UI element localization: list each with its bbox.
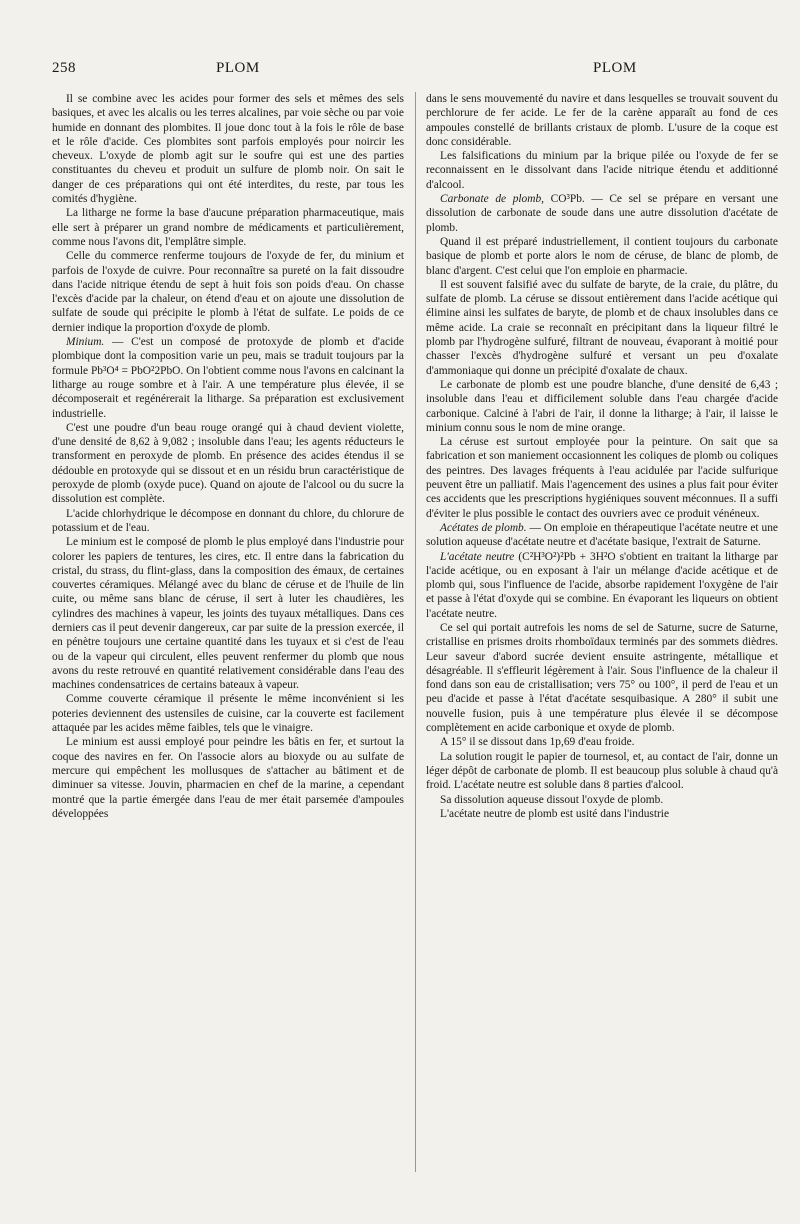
paragraph-text: — On emploie en thérapeutique l'acétate neutre et une solution aqueuse d'acétate neutre et d'acétate basique, l'extrait de Saturne. <box>426 521 778 549</box>
paragraph: Il est souvent falsifié avec du sulfate de baryte, de la craie, du plâtre, du sulfate de plomb. La céruse se dissout entièrement dans l'acide acétique qui élimine ainsi les sulfates de baryte, de plomb et de chaux insolubles dans ce même acide. La craie se reconnaît en précipitant dans la liqueur filtré le plomb par l'hydrogène sulfuré, filtrant de nouveau, évaporant à moitié pour chasser l'excès d'hydrogène sulfuré et versant un peu d'oxalate d'ammoniaque qui donne un précipité d'oxalate de chaux. <box>426 278 778 377</box>
paragraph-text: (C²H³O²)²Pb + 3H²O s'obtient en traitant la litharge par l'acide acétique, ou en exposant à l'air un mélange d'acide acétique et de plomb qui, sous l'influence de l'acide, absorbe rapidement l'oxygène de l'air et passe à l'état d'oxyde qui se combine. En évaporant les liqueurs on obtient l'acétate neutre. <box>426 550 778 620</box>
paragraph: Le minium est le composé de plomb le plus employé dans l'industrie pour colorer les papiers de tentures, les cires, etc. Il entre dans la fabrication du cristal, du strass, du flint-glass, dans la composition des émaux, de certaines couvertes céramiques. Mélangé avec du blanc de céruse et de l'huile de lin cuite, ou même sans blanc de céruse, il sert à luter les chaudières, les cylindres des machines à vapeur, les joints des tuyaux métalliques. Dans ces derniers cas il peut devenir dangereux, car par suite de la pression exercée, il en pénètre toujours une certaine quantité dans les tuyaux et si c'est de l'eau ou de la vapeur qui circulent, elles peuvent renfermer du plomb que nous avons du reste retrouvé en quantité relativement considérable dans l'eau des machines condensatrices de certains bateaux à vapeur. <box>52 536 404 692</box>
paragraph: Celle du commerce renferme toujours de l'oxyde de fer, du minium et parfois de l'oxyde de cuivre. Pour reconnaître sa pureté on la fait dissoudre dans l'acide nitrique étendu de sept à huit fois son poids d'eau. On chasse l'excès d'acide par la chaleur, on étend d'eau et on ajoute une dissolution de sulfate de soude qui précipite le plomb à l'état de sulfate. Le poids de ce dernier indique la proportion d'oxyde de plomb. <box>52 250 404 334</box>
left-column <box>52 92 404 821</box>
paragraph: C'est une poudre d'un beau rouge orangé qui à chaud devient violette, d'une densité de 8,62 à 9,082 ; insoluble dans l'eau; les agents réducteurs le transforment en peroxyde de plomb. En présence des acides étendus il se dédouble en protoxyde qui se dissout et en un résidu brun caractéristique de peroxyde de plomb (oxyde puce). Quand on ajoute de l'alcool ou du sucre la dissolution est complète. <box>52 421 404 506</box>
column-divider <box>415 92 416 1172</box>
paragraph: La céruse est surtout employée pour la peinture. On sait que sa fabrication et son maniement occasionnent les coliques de plomb ou coliques des peintres. Des lavages fréquents à l'eau acidulée par l'acide sulfurique peuvent être un palliatif. Mais l'agencement des usines a plus fait pour éviter ces accidents que les prescriptions hygiéniques souvent méconnues. Il a suffi d'éviter le plus possible le contact des ouvriers avec ce produit vénéneux. <box>426 436 778 520</box>
paragraph: Comme couverte céramique il présente le même inconvénient si les poteries deviennent des ustensiles de cuisine, car la couverte est facilement attaquée par les acides même faibles, tels que le vinaigre. <box>52 693 404 735</box>
paragraph: Quand il est préparé industriellement, il contient toujours du carbonate basique de plomb et porte alors le nom de céruse, de blanc de plomb, de blanc d'argent. C'est celui que l'on emploie en pharmacie. <box>426 235 778 277</box>
paragraph: La solution rougit le papier de tournesol, et, au contact de l'air, donne un léger dépôt de carbonate de plomb. Il est beaucoup plus soluble à chaud qu'à froid. L'acétate neutre est soluble dans 8 parties d'alcool. <box>426 750 778 792</box>
paragraph: Il se combine avec les acides pour former des sels et mêmes des sels basiques, et avec les alcalis ou les terres alcalines, par voie sèche ou par voie humide en donnant des plombites. Il joue donc tout à la fois le rôle de base et le rôle d'acide. Ces plombites sont parfois employés pour noircir les cheveux. L'oxyde de plomb agit sur le soufre qui est une des parties constituantes du cheveu et produit un sulfure de plomb noir. On sait le danger de ces préparations qui ont été interdites, du reste, par tous les comités d'hygiène. <box>52 93 404 206</box>
section-lead: Carbonate de plomb, <box>440 193 545 206</box>
section-lead: Acétates de plomb. <box>440 521 527 534</box>
paragraph <box>52 335 404 421</box>
section-lead: Minium. <box>66 336 105 349</box>
right-column <box>426 92 778 821</box>
paragraph: L'acide chlorhydrique le décompose en donnant du chlore, du chlorure de potassium et de l'eau. <box>52 507 404 534</box>
paragraph <box>426 192 778 235</box>
paragraph <box>426 521 778 550</box>
page-number: 258 <box>52 60 76 76</box>
paragraph: A 15° il se dissout dans 1p,69 d'eau froide. <box>440 736 635 749</box>
paragraph: Ce sel qui portait autrefois les noms de sel de Saturne, sucre de Saturne, cristallise en prismes droits rhomboïdaux terminés par des sommets dièdres. Leur saveur d'abord sucrée devient ensuite astringente, métallique et désagréable. Il s'effleurit légèrement à l'air. Sous l'influence de la chaleur il fond dans son eau de cristallisation; vers 75° ou 100°, il perd de l'eau et un peu d'acide et passe à l'état d'acétate sesquibasique. A 280° il subit une nouvelle fusion, puis à une température plus élevée il se décompose complètement en acide carbonique et oxyde de plomb. <box>426 621 778 735</box>
paragraph-text: — C'est un composé de protoxyde de plomb et d'acide plombique dont la composition varie un peu, mais se traduit toujours par la formule Pb³O⁴ = PbO²2PbO. On l'obtient comme nous l'avons en calcinant la litharge au rouge sombre et à l'air. A une température plus élevée, il se décomposerait et regénérerait la litharge. Sa préparation est exclusivement industrielle. <box>52 336 404 420</box>
paragraph: Sa dissolution aqueuse dissout l'oxyde de plomb. <box>440 793 664 806</box>
paragraph: L'acétate neutre de plomb est usité dans l'industrie <box>440 807 669 820</box>
running-head-left: PLOM <box>216 60 260 76</box>
paragraph: Le carbonate de plomb est une poudre blanche, d'une densité de 6,43 ; insoluble dans l'eau et difficilement soluble dans l'eau chargée d'acide carbonique. Calciné à l'abri de l'air, il donne la litharge; à l'air, il laisse le minium connu sous le nom de mine orange. <box>426 378 778 434</box>
paragraph <box>426 550 778 621</box>
paragraph: Le minium est aussi employé pour peindre les bâtis en fer, et surtout la coque des navires en fer. On l'associe alors au bioxyde ou au sulfate de mercure qui empêchent les mollusques de s'attacher au bâtiment et de diminuer sa vitesse. Jouvin, pharmacien en chef de la marine, a cependant montré que la partie émergée dans l'eau de mer était parsemée d'ampoules développées <box>52 736 404 820</box>
paragraph: La litharge ne forme la base d'aucune préparation pharmaceutique, mais elle sert à préparer un grand nombre de médicaments et particulièrement, comme nous l'avons dit, l'emplâtre simple. <box>52 207 404 248</box>
paragraph: dans le sens mouvementé du navire et dans lesquelles se trouvait souvent du perchlorure de fer acide. Le fer de la carène apparaît au fond de ces ampoules constellé de brillants cristaux de plomb. L'usure de la coque est donc considérable. <box>426 93 778 148</box>
section-lead: L'acétate neutre <box>440 550 515 563</box>
paragraph-text: CO³Pb. — Ce sel se prépare en versant une dissolution de carbonate de soude dans une autre dissolution d'acétate de plomb. <box>426 193 778 234</box>
paragraph: Les falsifications du minium par la brique pilée ou l'oxyde de fer se reconnaissent en le dissolvant dans l'acide nitrique étendu et additionné d'alcool. <box>426 150 778 191</box>
running-head-right: PLOM <box>593 60 637 76</box>
